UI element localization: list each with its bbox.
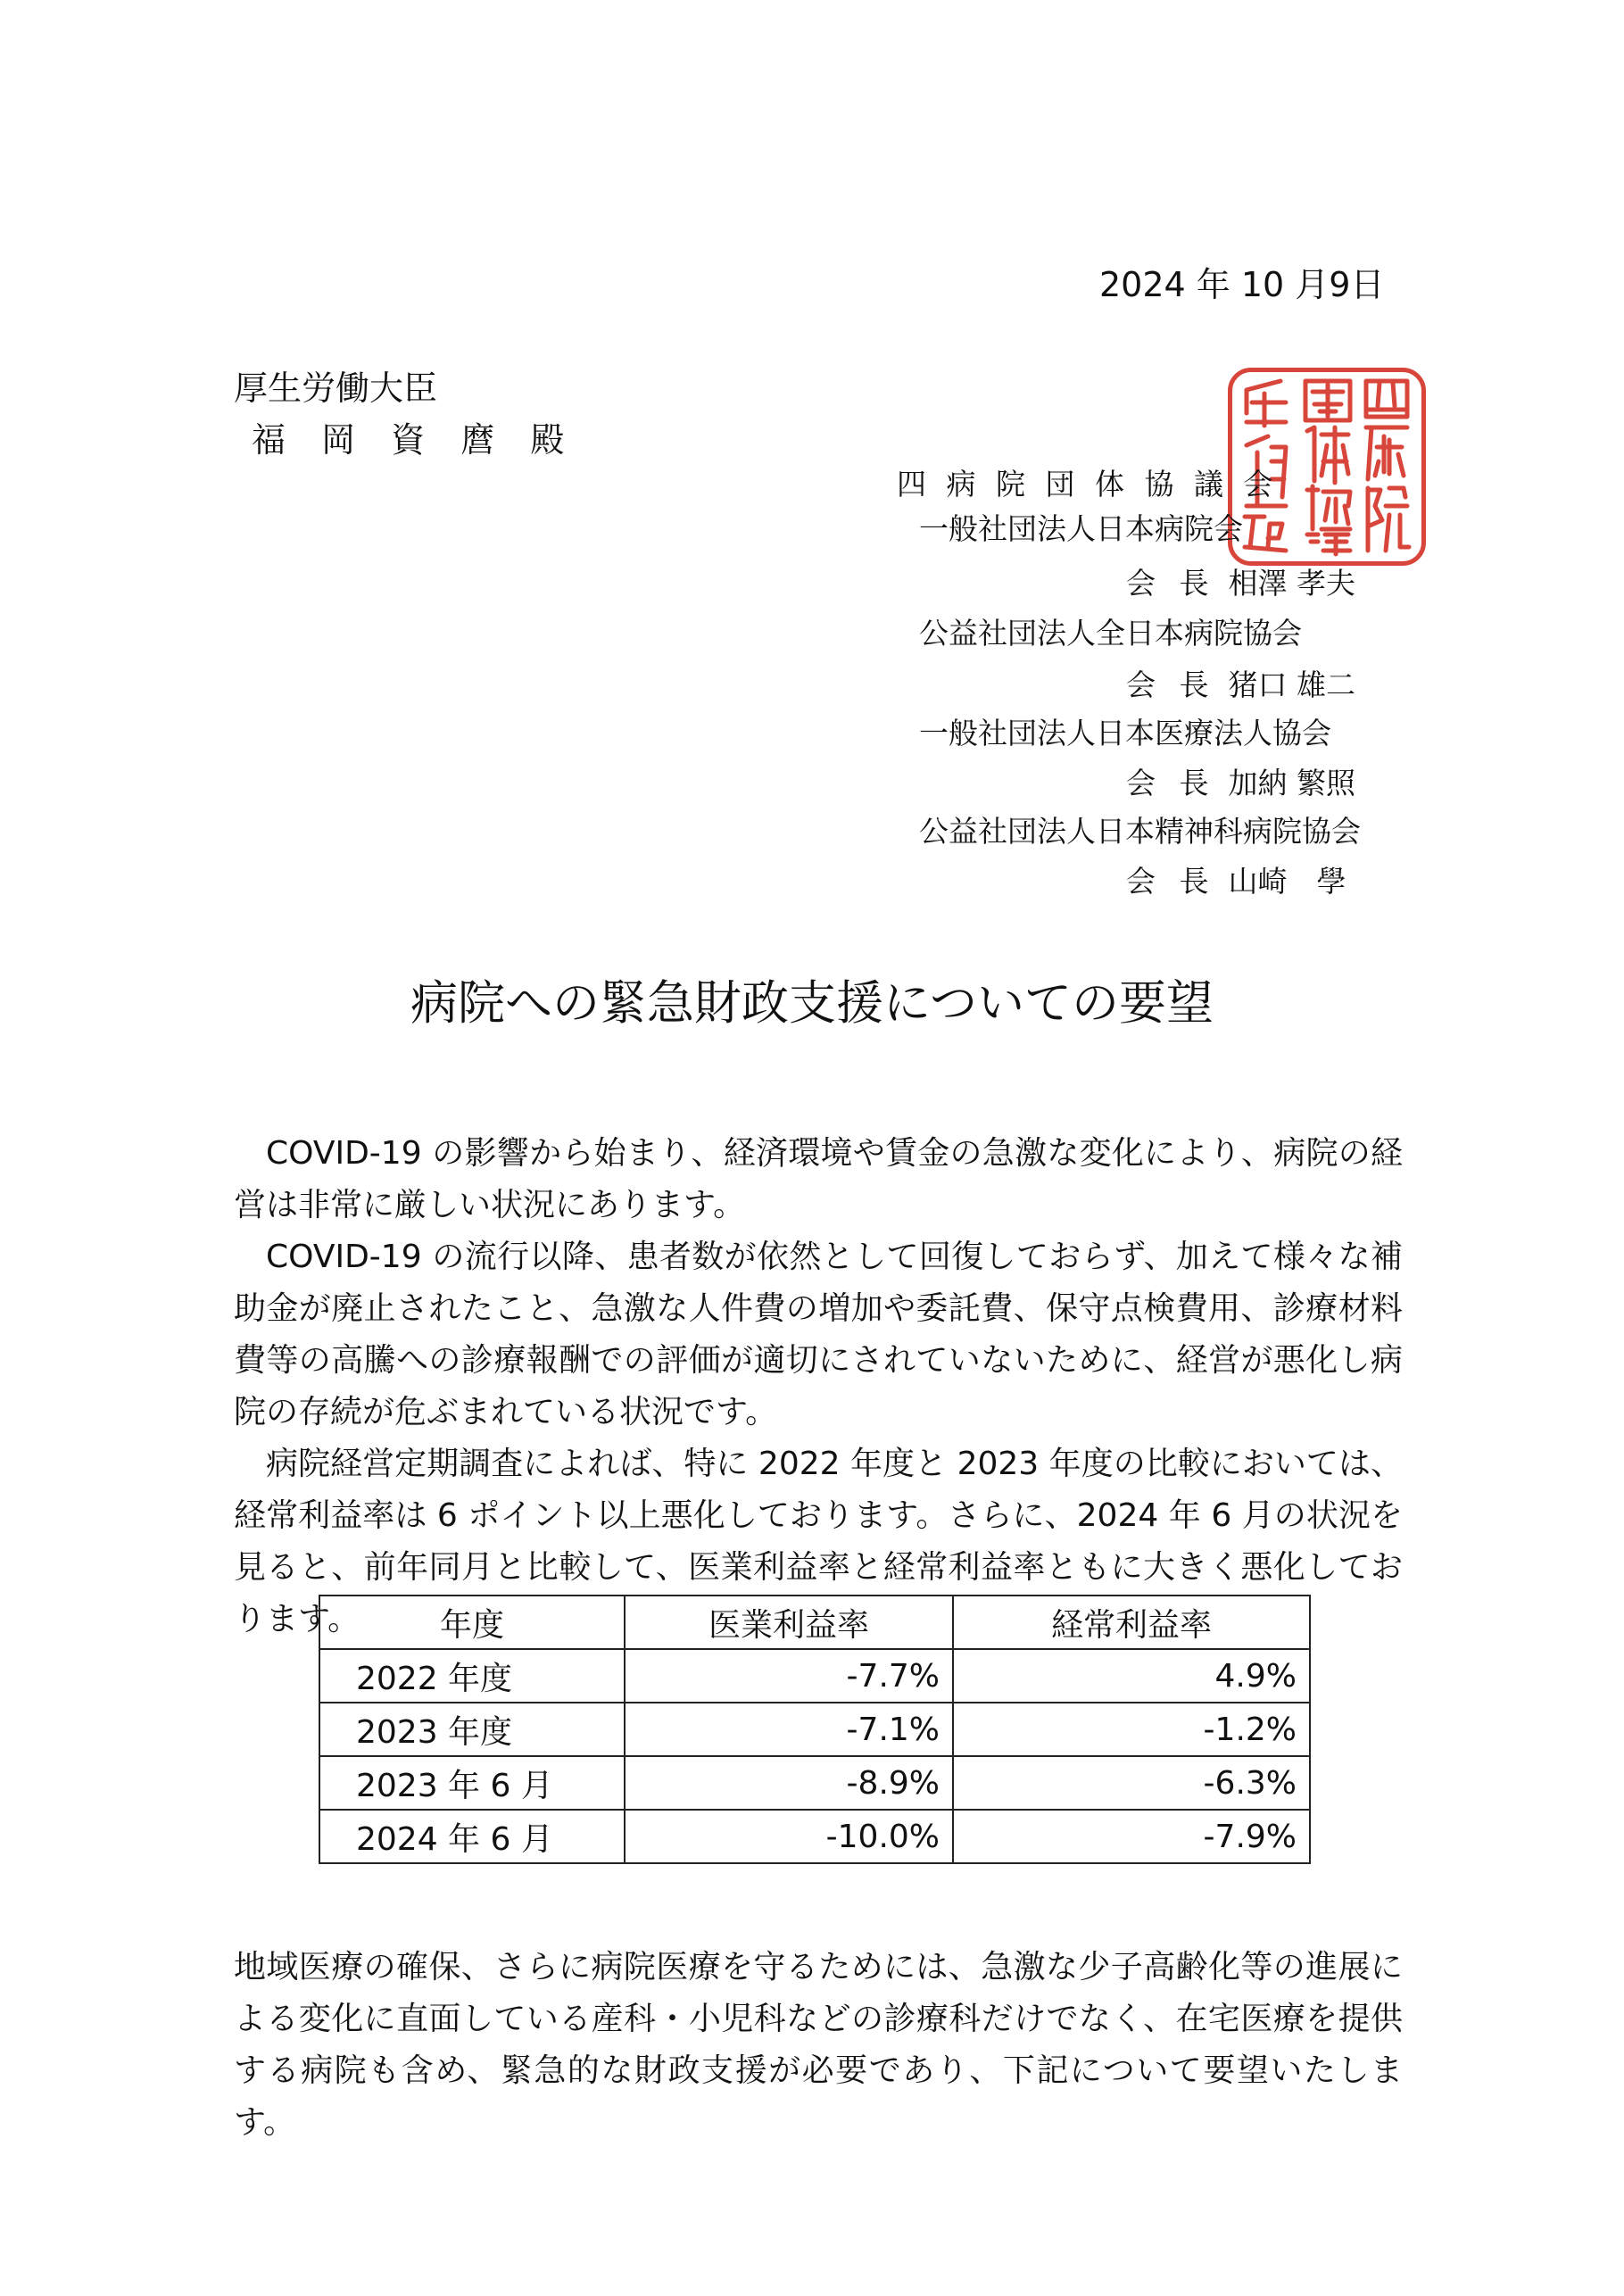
sender-president-1 [1126,560,1355,602]
cell-operating-margin: -7.1% [625,1703,953,1756]
president-name: 猪口 雄二 [1228,667,1355,702]
addressee-name: 福 岡 資 麿 殿 [252,420,577,460]
president-label: 会 長 [1126,766,1216,800]
cell-ordinary-margin: -7.9% [953,1810,1310,1863]
cell-operating-margin: -8.9% [625,1756,953,1810]
president-name: 加納 繁照 [1228,766,1355,800]
sender-president-3 [1126,760,1355,802]
profit-rate-table [319,1595,1311,1864]
sender-president-2 [1126,662,1355,704]
sender-org-1: 一般社団法人日本病院会 [919,511,1243,546]
cell-operating-margin: -10.0% [625,1810,953,1863]
cell-ordinary-margin: -1.2% [953,1703,1310,1756]
cell-year: 2022 年度 [319,1649,625,1703]
president-name: 山崎 學 [1228,864,1346,899]
table-row [319,1756,1310,1810]
header-year: 年度 [319,1596,625,1649]
cell-ordinary-margin: -6.3% [953,1756,1310,1810]
sender-org-4: 公益社団法人日本精神科病院協会 [919,814,1361,849]
cell-year: 2023 年 6 月 [319,1756,625,1810]
body-paragraph-2: COVID-19 の流行以降、患者数が依然として回復しておらず、加えて様々な補助金が廃止されたこと、急激な人件費の増加や委託費、保守点検費用、診療材料費等の高騰への診療報酬での評価が適切にされていないために、経営が悪化し病院の存続が危ぶまれている状況です。 [234,1239,1403,1430]
sender-president-4 [1126,858,1346,900]
closing-paragraph: 地域医療の確保、さらに病院医療を守るためには、急激な少子高齢化等の進展による変化に直面している産科・小児科などの診療科だけでなく、在宅医療を提供する病院も含め、緊急的な財政支援が必要であり、下記について要望いたします。 [234,1949,1403,2141]
cell-operating-margin: -7.7% [625,1649,953,1703]
sender-org-3: 一般社団法人日本医療法人協会 [919,716,1331,750]
president-label: 会 長 [1126,667,1216,702]
sender-org-2: 公益社団法人全日本病院協会 [919,616,1302,651]
cell-year: 2023 年度 [319,1703,625,1756]
addressee-title: 厚生労働大臣 [234,369,438,408]
body-paragraph-3: 病院経営定期調査によれば、特に 2022 年度と 2023 年度の比較においては、経常利益率は 6 ポイント以上悪化しております。さらに、2024 年 6 月の状況を見ると、前年同月と比較して、医業利益率と経常利益率ともに大きく悪化しております。 [234,1446,1403,1637]
header-operating-margin: 医業利益率 [625,1596,953,1649]
cell-ordinary-margin: 4.9% [953,1649,1310,1703]
president-label: 会 長 [1126,566,1216,601]
table-row [319,1810,1310,1863]
president-label: 会 長 [1126,864,1216,899]
table-row [319,1703,1310,1756]
cell-year: 2024 年 6 月 [319,1810,625,1863]
document-title: 病院への緊急財政支援についての要望 [410,976,1214,1031]
president-name: 相澤 孝夫 [1228,566,1355,601]
table-row [319,1649,1310,1703]
body-paragraph-1: COVID-19 の影響から始まり、経済環境や賃金の急激な変化により、病院の経営は非常に厳しい状況にあります。 [234,1135,1403,1223]
table-header-row [319,1596,1310,1649]
council-name: 四 病 院 団 体 協 議 会 [897,467,1279,501]
document-date: 2024 年 10 月9日 [1099,265,1385,304]
header-ordinary-margin: 経常利益率 [953,1596,1310,1649]
